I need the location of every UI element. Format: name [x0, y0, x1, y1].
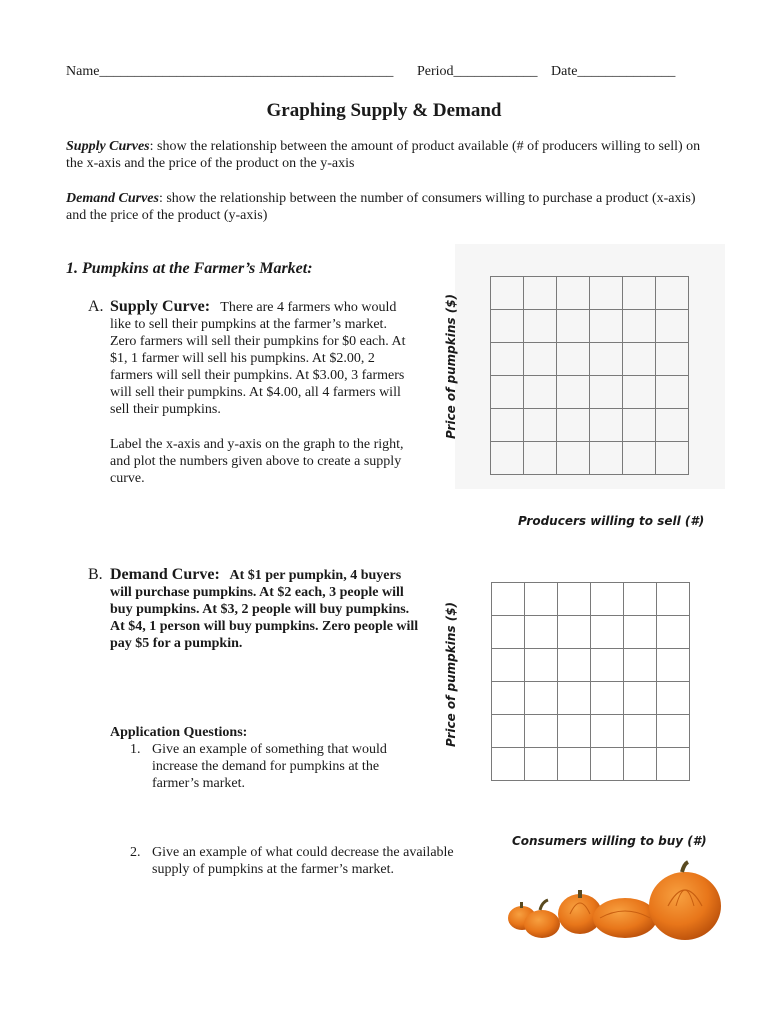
- supply-term: Supply Curves: [66, 139, 150, 154]
- supply-y-axis-label: Price of pumpkins ($): [444, 293, 458, 439]
- demand-definition-text: : show the relationship between the number of consumers willing to purchase a product (x-axis) and the price of the product (y-axis): [66, 191, 696, 223]
- question-1-heading: 1. Pumpkins at the Farmer’s Market:: [66, 260, 313, 277]
- period-field[interactable]: Period____________: [416, 64, 538, 79]
- name-field[interactable]: Name__________________________________________: [66, 64, 394, 79]
- pumpkin-small-2: [524, 900, 560, 938]
- page-title: Graphing Supply & Demand: [266, 100, 502, 121]
- header-line: [66, 64, 681, 80]
- supply-x-axis-label: Producers willing to sell (#): [518, 514, 705, 528]
- demand-graph-grid[interactable]: [491, 582, 690, 781]
- supply-text: There are 4 farmers who would like to sell their pumpkins at the farmer’s market. Zero farmers will sell their pumpkins for $0 each. At $1, 1 farmer will sell his pumpkins. At $2.00, 2 farmers will sell their pumpkins. At $3.00, 3 farmers will sell their pumpkins. At $4.00, all 4 farmers will sell their pumpkins.: [110, 300, 406, 417]
- supply-block: [110, 298, 412, 418]
- application-q1-number: 1.: [130, 742, 141, 757]
- demand-label: Demand Curve:: [110, 566, 220, 583]
- application-q2-text: Give an example of what could decrease the available supply of pumpkins at the farmer’s market.: [152, 845, 454, 877]
- demand-term: Demand Curves: [66, 191, 159, 206]
- date-field[interactable]: Date______________: [551, 64, 676, 79]
- supply-definition-text: : show the relationship between the amount of product available (# of producers willing to sell) on the x-axis and the price of the product on the y-axis: [66, 139, 701, 171]
- pumpkins-image: [500, 860, 730, 950]
- demand-definition: [66, 190, 716, 224]
- demand-letter: B.: [88, 566, 103, 583]
- demand-y-axis-label: Price of pumpkins ($): [444, 601, 458, 747]
- pumpkin-large: [649, 862, 721, 940]
- supply-label: Supply Curve:: [110, 298, 211, 315]
- supply-instruction: Label the x-axis and y-axis on the graph to the right, and plot the numbers given above to create a supply curve.: [110, 437, 404, 486]
- demand-block: [110, 566, 422, 652]
- supply-graph-grid[interactable]: [490, 276, 689, 475]
- demand-x-axis-label: Consumers willing to buy (#): [512, 834, 707, 848]
- application-q2-number: 2.: [130, 845, 141, 860]
- pumpkin-elongated: [593, 898, 657, 938]
- application-heading: Application Questions:: [110, 725, 248, 740]
- supply-letter: A.: [88, 298, 104, 315]
- application-q1-text: Give an example of something that would increase the demand for pumpkins at the farmer’s market.: [152, 742, 387, 791]
- demand-text: At $1 per pumpkin, 4 buyers will purchase pumpkins. At $2 each, 3 people will buy pumpkins. At $3, 2 people will buy pumpkins. At $4, 1 person will buy pumpkins. Zero people will pay $5 for a pumpkin.: [110, 568, 419, 651]
- supply-definition: [66, 138, 716, 172]
